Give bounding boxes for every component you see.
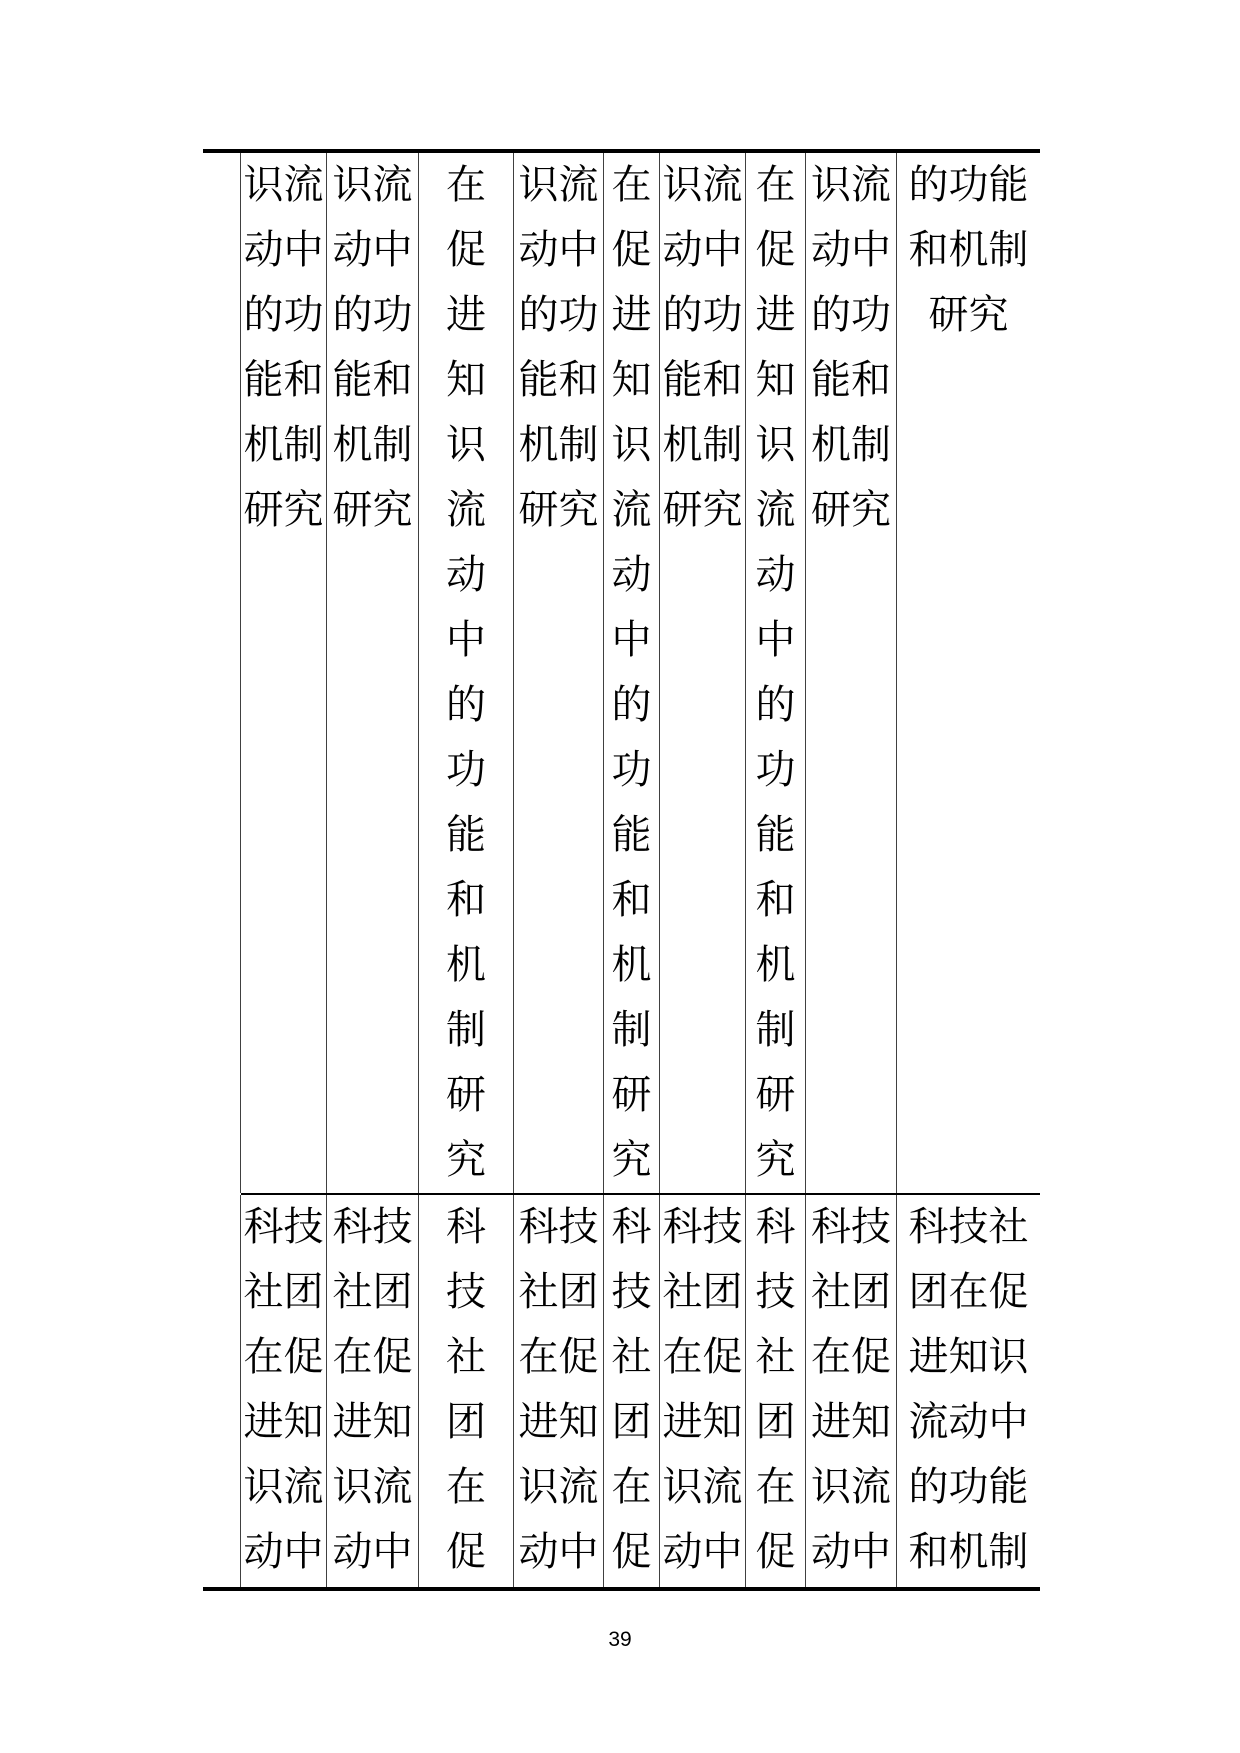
table-cell — [604, 1195, 660, 1587]
table-cell — [660, 1195, 746, 1587]
text-line: 能 — [755, 812, 796, 858]
text-line: 的功 — [662, 292, 743, 338]
text-line: 科 — [611, 1204, 652, 1250]
text-line: 机制 — [811, 422, 891, 468]
text-line: 的 — [611, 682, 652, 728]
text-line: 识流 — [811, 1464, 891, 1510]
table-cell — [203, 1195, 241, 1587]
text-line: 社 — [611, 1334, 652, 1380]
text-line: 进知 — [518, 1399, 599, 1445]
text-line: 促 — [446, 1529, 486, 1575]
text-line: 技 — [446, 1269, 486, 1315]
table-cell — [514, 153, 604, 1193]
text-line: 识流 — [518, 162, 599, 208]
text-line: 进 — [755, 292, 796, 338]
table-cell — [327, 1195, 419, 1587]
text-line: 在 — [755, 1464, 796, 1510]
text-line: 究 — [611, 1137, 652, 1183]
table-cell — [514, 1195, 604, 1587]
text-line: 机制 — [243, 422, 324, 468]
table-cell — [604, 153, 660, 1193]
text-line: 机 — [755, 942, 796, 988]
text-line: 制 — [446, 1007, 486, 1053]
text-line: 功 — [611, 747, 652, 793]
text-line: 动中 — [332, 1529, 413, 1575]
text-line: 识流 — [518, 1464, 599, 1510]
text-line: 究 — [755, 1137, 796, 1183]
text-line: 动中 — [243, 1529, 324, 1575]
table-cell — [660, 153, 746, 1193]
table-cell — [746, 1195, 806, 1587]
text-line: 科技社 — [908, 1204, 1029, 1250]
text-line: 的功能 — [908, 162, 1029, 208]
text-line: 中 — [446, 617, 486, 663]
text-line: 和 — [755, 877, 796, 923]
text-line: 进知 — [332, 1399, 413, 1445]
text-line: 进知识 — [908, 1334, 1029, 1380]
table-cell — [806, 153, 897, 1193]
text-line: 研 — [755, 1072, 796, 1118]
text-line: 的 — [446, 682, 486, 728]
text-line: 在促 — [518, 1334, 599, 1380]
table-cell — [203, 153, 241, 1193]
text-line: 研究 — [243, 487, 324, 533]
text-line: 识流 — [662, 162, 743, 208]
text-line: 识流 — [243, 162, 324, 208]
text-line: 促 — [446, 227, 486, 273]
table-cell — [327, 153, 419, 1193]
text-line: 科技 — [662, 1204, 743, 1250]
text-line: 中 — [611, 617, 652, 663]
text-line: 研 — [611, 1072, 652, 1118]
text-line: 知 — [611, 357, 652, 403]
text-line: 流动中 — [908, 1399, 1029, 1445]
text-line: 动中 — [811, 227, 891, 273]
text-line: 识 — [611, 422, 652, 468]
text-line: 团 — [611, 1399, 652, 1445]
text-line: 进知 — [662, 1399, 743, 1445]
table-row — [203, 153, 1040, 1193]
text-line: 团在促 — [908, 1269, 1029, 1315]
text-line: 的功 — [243, 292, 324, 338]
text-line: 社团 — [243, 1269, 324, 1315]
text-line: 团 — [755, 1399, 796, 1445]
table-cell — [806, 1195, 897, 1587]
text-line: 识 — [446, 422, 486, 468]
text-line: 进知 — [243, 1399, 324, 1445]
text-line: 的功 — [811, 292, 891, 338]
table-cell — [746, 153, 806, 1193]
text-line: 社团 — [811, 1269, 891, 1315]
text-line: 促 — [755, 227, 796, 273]
text-line: 促 — [611, 1529, 652, 1575]
text-line: 社团 — [332, 1269, 413, 1315]
text-line: 在 — [446, 162, 486, 208]
text-line: 研究 — [811, 487, 891, 533]
text-line: 社团 — [662, 1269, 743, 1315]
text-line: 功 — [446, 747, 486, 793]
text-line: 制 — [755, 1007, 796, 1053]
text-line: 识流 — [332, 1464, 413, 1510]
text-line: 机制 — [662, 422, 743, 468]
text-line: 机制 — [332, 422, 413, 468]
text-line: 能和 — [332, 357, 413, 403]
text-line: 机 — [446, 942, 486, 988]
text-line: 在促 — [662, 1334, 743, 1380]
text-line: 进知 — [811, 1399, 891, 1445]
table-row — [203, 1195, 1040, 1587]
text-line: 流 — [755, 487, 796, 533]
table-cell — [419, 1195, 514, 1587]
text-line: 在促 — [811, 1334, 891, 1380]
data-table — [203, 149, 1040, 1591]
text-line: 科 — [755, 1204, 796, 1250]
text-line: 机制 — [518, 422, 599, 468]
text-line: 能 — [611, 812, 652, 858]
text-line: 和 — [446, 877, 486, 923]
text-line: 促 — [611, 227, 652, 273]
text-line: 能和 — [243, 357, 324, 403]
text-line: 能和 — [518, 357, 599, 403]
text-line: 科 — [446, 1204, 486, 1250]
text-line: 和机制 — [908, 227, 1029, 273]
text-line: 促 — [755, 1529, 796, 1575]
text-line: 研究 — [662, 487, 743, 533]
text-line: 科技 — [332, 1204, 413, 1250]
text-line: 的功能 — [908, 1464, 1029, 1510]
text-line: 的 — [755, 682, 796, 728]
text-line: 中 — [755, 617, 796, 663]
table-cell — [897, 153, 1040, 1193]
text-line: 社 — [755, 1334, 796, 1380]
text-line: 科技 — [518, 1204, 599, 1250]
text-line: 在 — [611, 1464, 652, 1510]
text-line: 知 — [446, 357, 486, 403]
text-line: 动 — [446, 552, 486, 598]
text-line: 动中 — [243, 227, 324, 273]
table-cell — [419, 153, 514, 1193]
text-line: 动中 — [518, 227, 599, 273]
text-line: 能 — [446, 812, 486, 858]
text-line: 识流 — [811, 162, 891, 208]
text-line: 识流 — [662, 1464, 743, 1510]
text-line: 在促 — [332, 1334, 413, 1380]
text-line: 和 — [611, 877, 652, 923]
text-line: 科技 — [243, 1204, 324, 1250]
text-line: 动中 — [662, 227, 743, 273]
page-number: 39 — [608, 1628, 632, 1651]
text-line: 究 — [446, 1137, 486, 1183]
text-line: 功 — [755, 747, 796, 793]
text-line: 团 — [446, 1399, 486, 1445]
text-line: 社 — [446, 1334, 486, 1380]
text-line: 机 — [611, 942, 652, 988]
text-line: 动中 — [811, 1529, 891, 1575]
text-line: 的功 — [518, 292, 599, 338]
text-line: 流 — [611, 487, 652, 533]
text-line: 制 — [611, 1007, 652, 1053]
text-line: 研 — [446, 1072, 486, 1118]
text-line: 在 — [611, 162, 652, 208]
text-line: 科技 — [811, 1204, 891, 1250]
text-line: 识流 — [243, 1464, 324, 1510]
text-line: 动中 — [332, 227, 413, 273]
text-line: 进 — [611, 292, 652, 338]
text-line: 能和 — [662, 357, 743, 403]
text-line: 动中 — [662, 1529, 743, 1575]
text-line: 动中 — [518, 1529, 599, 1575]
text-line: 在 — [446, 1464, 486, 1510]
text-line: 研究 — [928, 292, 1009, 338]
text-line: 和机制 — [908, 1529, 1029, 1575]
text-line: 在 — [755, 162, 796, 208]
text-line: 动 — [611, 552, 652, 598]
text-line: 进 — [446, 292, 486, 338]
table-cell — [897, 1195, 1040, 1587]
text-line: 能和 — [811, 357, 891, 403]
table-cell — [241, 1195, 327, 1587]
text-line: 社团 — [518, 1269, 599, 1315]
text-line: 的功 — [332, 292, 413, 338]
text-line: 研究 — [518, 487, 599, 533]
text-line: 知 — [755, 357, 796, 403]
text-line: 识 — [755, 422, 796, 468]
text-line: 在促 — [243, 1334, 324, 1380]
text-line: 技 — [755, 1269, 796, 1315]
text-line: 流 — [446, 487, 486, 533]
text-line: 识流 — [332, 162, 413, 208]
text-line: 动 — [755, 552, 796, 598]
text-line: 技 — [611, 1269, 652, 1315]
text-line: 研究 — [332, 487, 413, 533]
table-cell — [241, 153, 327, 1193]
